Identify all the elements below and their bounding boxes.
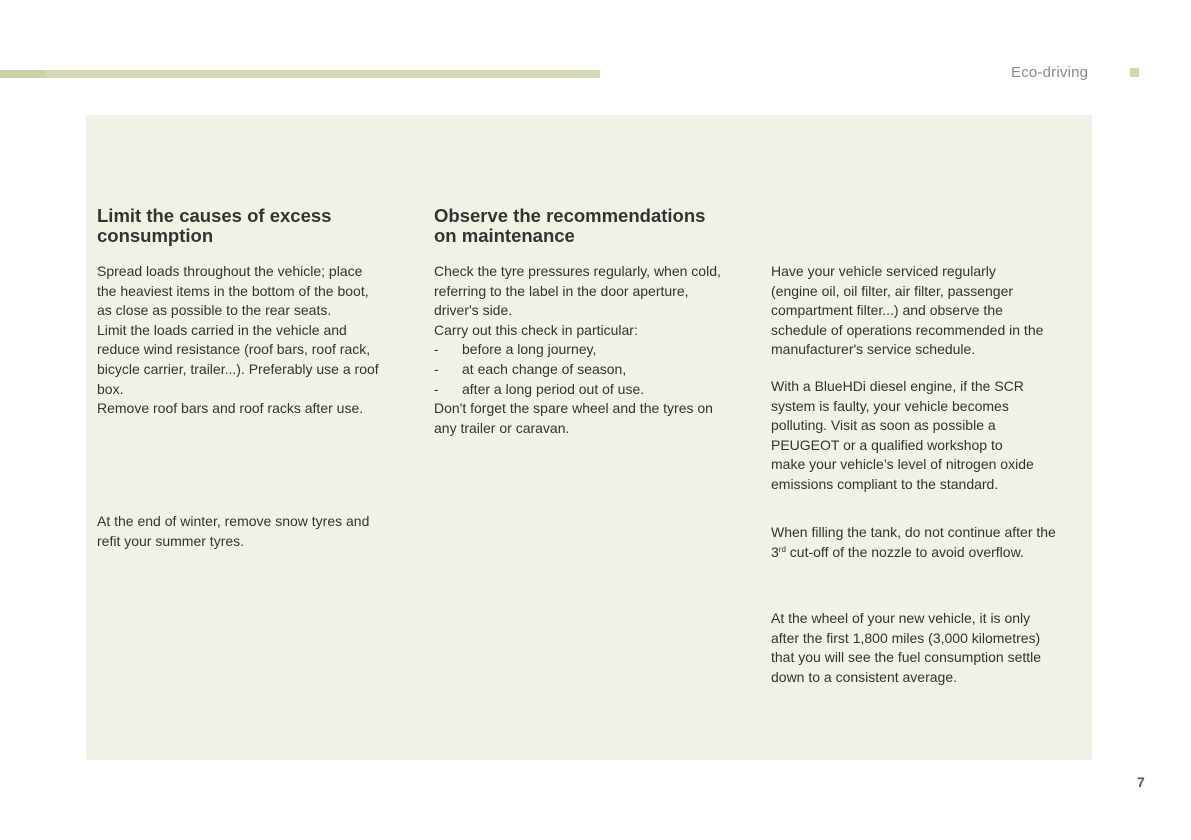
text-line: after the first 1,800 miles (3,000 kilometres) — [771, 629, 1041, 646]
list-item-text: after a long period out of use. — [462, 380, 645, 397]
text-line: box. — [97, 380, 124, 397]
text-line: At the wheel of your new vehicle, it is only — [771, 610, 1031, 626]
text-line: any trailer or caravan. — [434, 419, 570, 436]
ordinal-suffix: rd — [778, 544, 786, 554]
text-line: schedule of operations recommended in the — [771, 321, 1044, 338]
text-line: polluting. Visit as soon as possible a — [771, 417, 996, 434]
text-line: At the end of winter, remove snow tyres and — [97, 513, 370, 529]
paragraph-loads — [97, 262, 407, 419]
heading-maintenance — [434, 206, 754, 246]
text-line: referring to the label in the door aperture, — [434, 282, 689, 299]
heading-line: Observe the recommendations — [434, 205, 706, 226]
text-line: reduce wind resistance (roof bars, roof rack, — [97, 341, 371, 358]
list-dash: - — [434, 380, 439, 397]
heading-line: Limit the causes of excess — [97, 205, 332, 226]
text-line: manufacturer's service schedule. — [771, 341, 976, 358]
list-item — [434, 340, 754, 360]
text-line: cut-off of the nozzle to avoid overflow. — [785, 543, 1024, 560]
page-number: 7 — [1137, 774, 1145, 790]
paragraph-winter-tyres — [97, 512, 407, 551]
text-line: bicycle carrier, trailer...). Preferably use a roof — [97, 360, 379, 377]
text-line: With a BlueHDi diesel engine, if the SCR — [771, 378, 1024, 394]
list-item — [434, 380, 754, 400]
heading-line: on maintenance — [434, 225, 575, 246]
text-line: Have your vehicle serviced regularly — [771, 263, 996, 279]
heading-line: consumption — [97, 225, 214, 246]
list-dash: - — [434, 341, 439, 358]
paragraph-filling-tank — [771, 523, 1089, 562]
heading-limit-consumption — [97, 206, 407, 246]
section-title: Eco-driving — [1011, 64, 1089, 81]
text-line: the heaviest items in the bottom of the boot, — [97, 282, 369, 299]
text-line: Remove roof bars and roof racks after use. — [97, 400, 364, 417]
paragraph-tyre-pressures — [434, 262, 754, 438]
text-line: Don't forget the spare wheel and the tyres on — [434, 400, 713, 417]
header-accent-bar — [0, 70, 600, 78]
text-line: Spread loads throughout the vehicle; place — [97, 263, 363, 279]
list-item-text: at each change of season, — [462, 360, 627, 377]
text-line: that you will see the fuel consumption settle — [771, 649, 1042, 666]
check-occasions-list — [434, 340, 754, 399]
section-marker-square-icon — [1130, 68, 1139, 77]
text-line: compartment filter...) and observe the — [771, 302, 1003, 319]
text-line: Carry out this check in particular: — [434, 321, 638, 338]
text-line: (engine oil, oil filter, air filter, passenger — [771, 282, 1014, 299]
text-line: down to a consistent average. — [771, 668, 958, 685]
text-line: emissions compliant to the standard. — [771, 475, 999, 492]
text-line: make your vehicle’s level of nitrogen oxide — [771, 456, 1034, 473]
paragraph-new-vehicle — [771, 609, 1089, 687]
text-line: Limit the loads carried in the vehicle and — [97, 321, 347, 338]
paragraph-servicing — [771, 262, 1089, 360]
text-line: system is faulty, your vehicle becomes — [771, 397, 1009, 414]
list-dash: - — [434, 360, 439, 377]
text-line: as close as possible to the rear seats. — [97, 302, 332, 319]
text-line: refit your summer tyres. — [97, 532, 245, 549]
text-line: When filling the tank, do not continue after the — [771, 524, 1056, 540]
list-item-text: before a long journey, — [462, 341, 597, 358]
header-accent-bar-tip — [0, 70, 46, 78]
list-item — [434, 360, 754, 380]
paragraph-bluehdi — [771, 377, 1089, 495]
text-line: Check the tyre pressures regularly, when cold, — [434, 263, 721, 279]
text-line: driver's side. — [434, 302, 513, 319]
ordinal-number: 3 — [771, 543, 779, 560]
text-line: PEUGEOT or a qualified workshop to — [771, 436, 1003, 453]
